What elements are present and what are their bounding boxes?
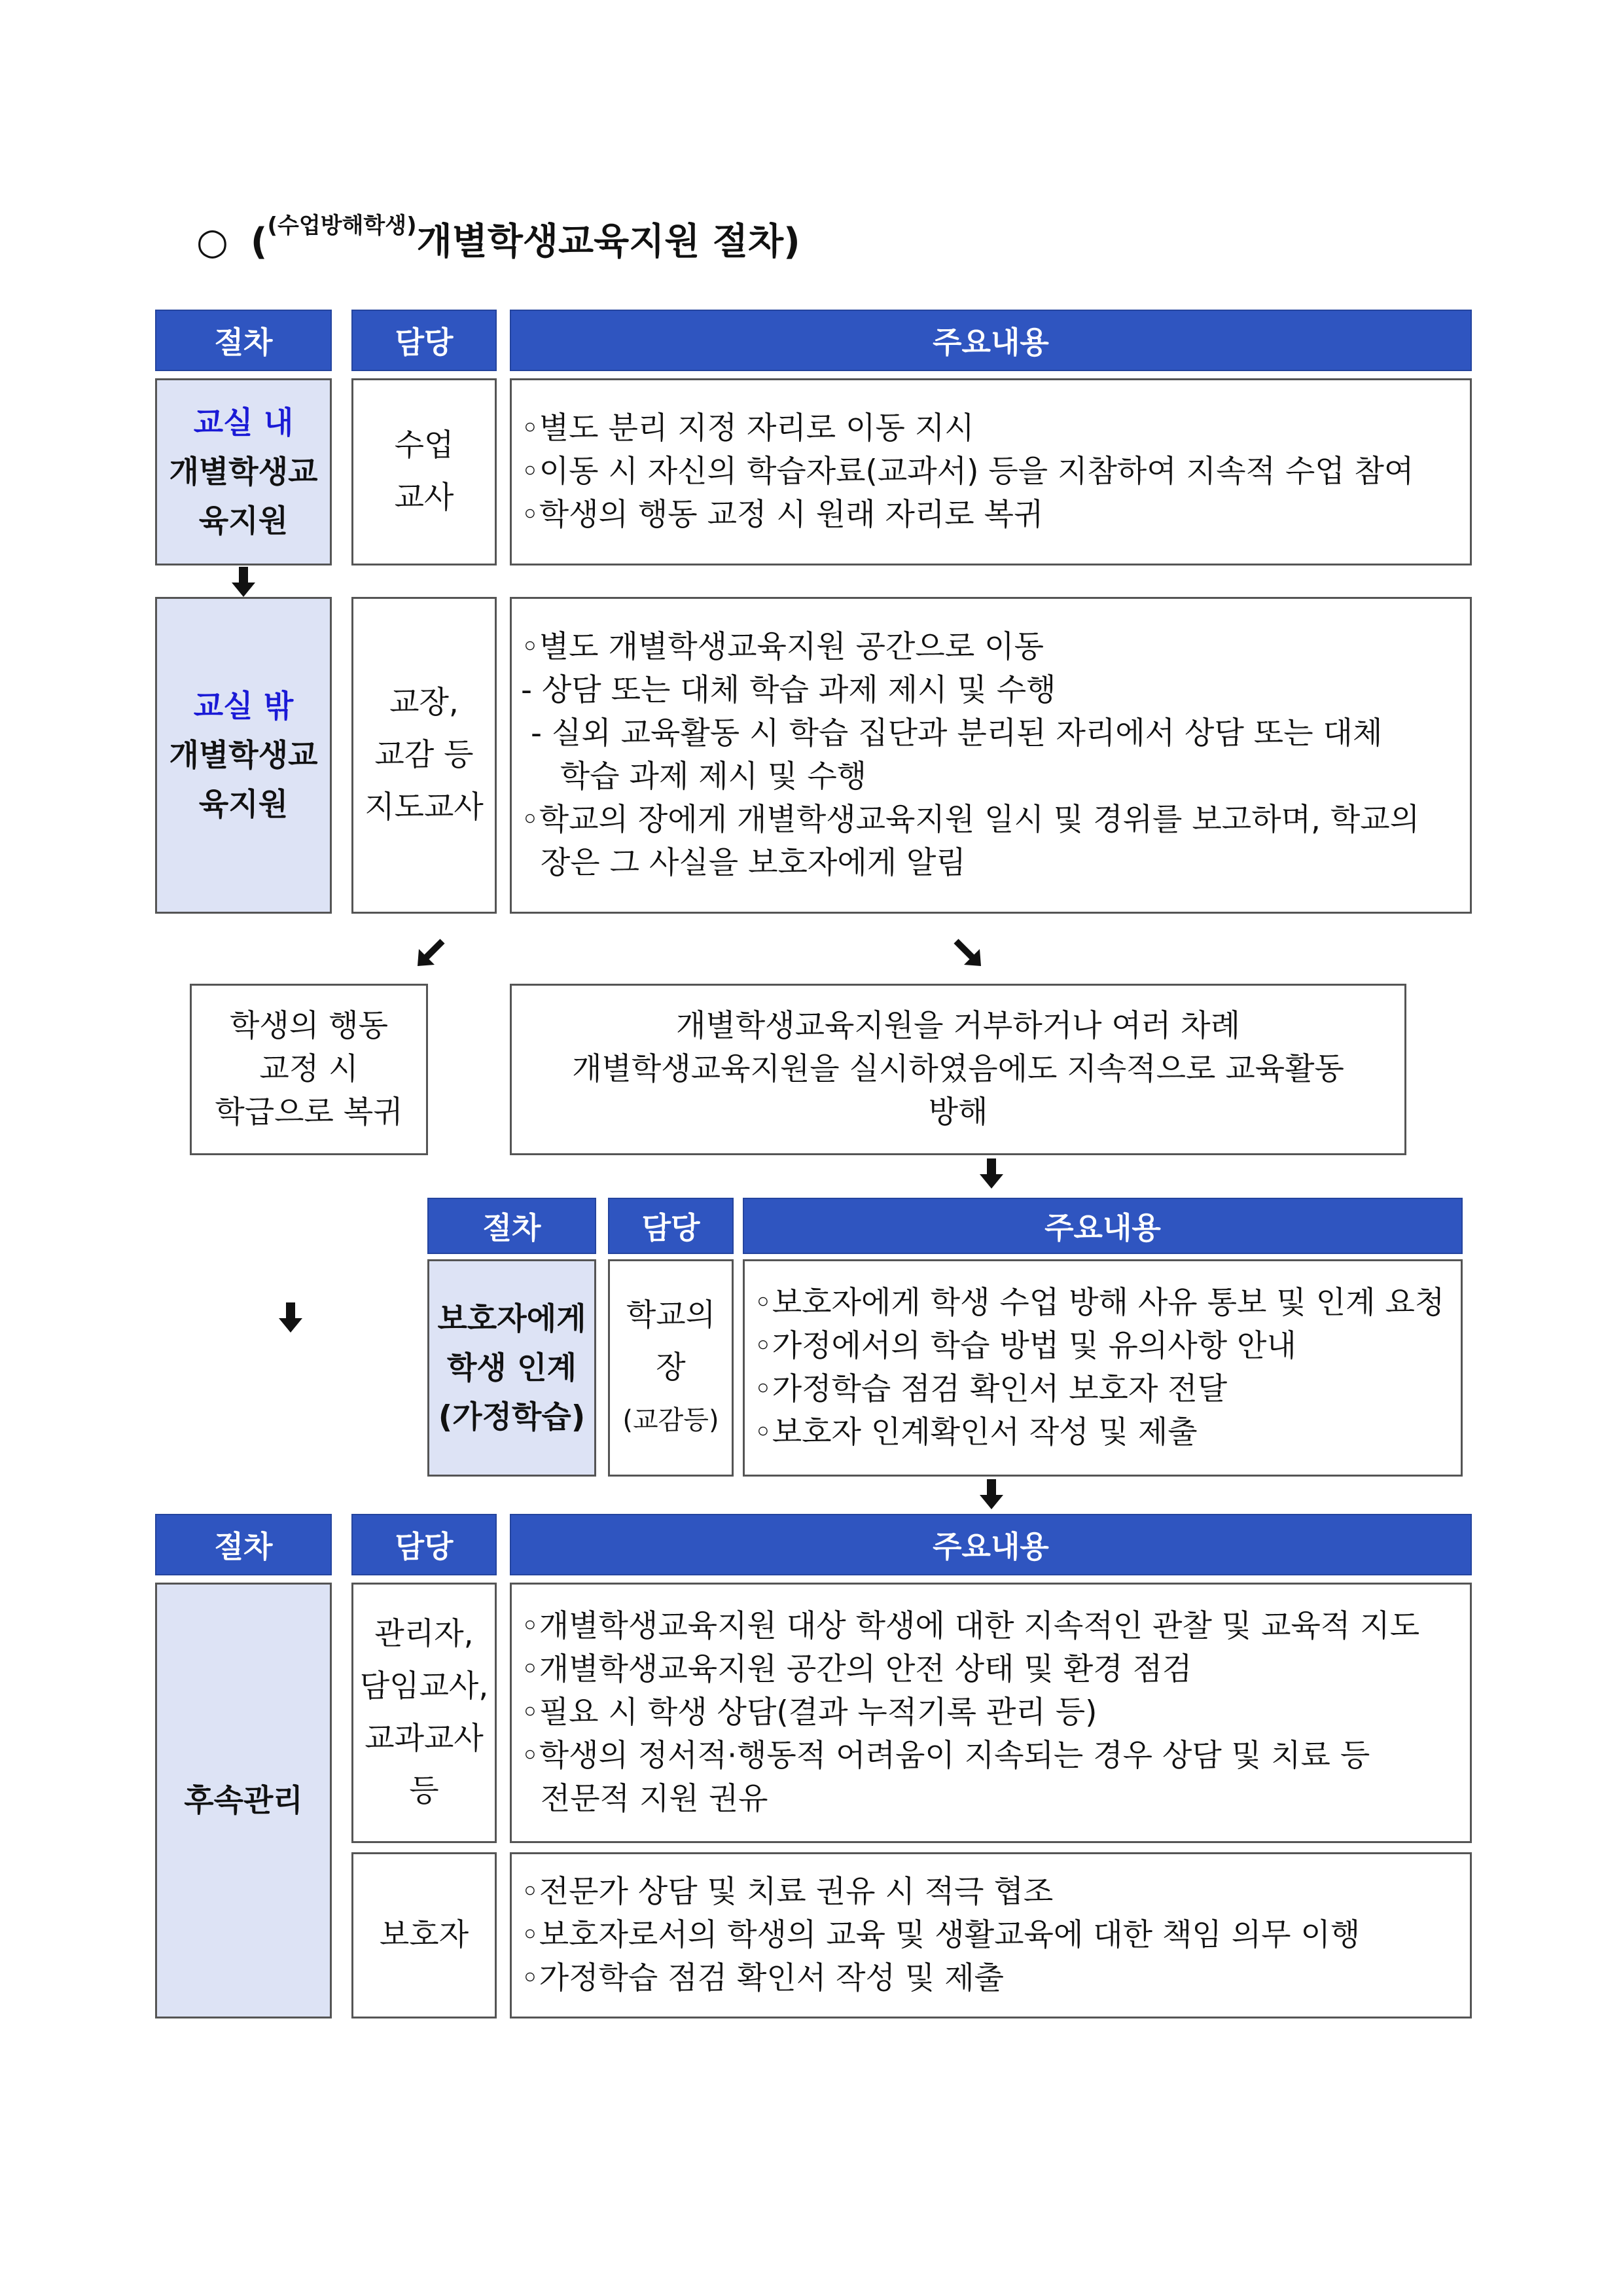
branch-line: 학급으로 복귀 xyxy=(215,1094,403,1130)
content-line: ◦가정학습 점검 확인서 보호자 전달 xyxy=(754,1371,1228,1407)
content-line: 전문적 지원 권유 xyxy=(521,1781,768,1817)
stage-label: (가정학습) xyxy=(438,1399,586,1435)
stage-label: 학생 인계 xyxy=(447,1350,577,1386)
owner-line: 교장, xyxy=(389,685,459,721)
arrow-down-left-icon xyxy=(416,937,446,967)
content-line: ◦보호자로서의 학생의 교육 및 생활교육에 대한 책임 의무 이행 xyxy=(521,1917,1361,1953)
stage-label: 육지원 xyxy=(198,503,289,539)
header-owner: 담당 xyxy=(608,1198,734,1254)
stage-outside-classroom xyxy=(155,597,332,914)
content-cell xyxy=(510,1852,1472,2018)
title-main: 개별학생교육지원 절차) xyxy=(416,221,800,263)
owner-line: 학교의 xyxy=(626,1297,716,1333)
content-cell xyxy=(743,1259,1463,1477)
stage-guardian-handover xyxy=(427,1259,596,1477)
owner-line: 지도교사 xyxy=(365,789,484,825)
stage-label: 개별학생교 xyxy=(169,737,318,774)
content-line: ◦개별학생교육지원 공간의 안전 상태 및 환경 점검 xyxy=(521,1651,1192,1687)
content-cell xyxy=(510,378,1472,565)
stage-label: 보호자에게 xyxy=(437,1300,586,1337)
content-line: 장은 그 사실을 보호자에게 알림 xyxy=(521,845,966,881)
owner-cell xyxy=(351,1583,497,1843)
content-line: ◦전문가 상담 및 치료 권유 시 적극 협조 xyxy=(521,1874,1054,1910)
content-cell xyxy=(510,597,1472,914)
owner-cell xyxy=(351,378,497,565)
arrow-down-icon xyxy=(277,1302,304,1334)
content-line: ◦학교의 장에게 개별학생교육지원 일시 및 경위를 보고하며, 학교의 xyxy=(521,802,1420,838)
branch-return-box xyxy=(190,984,428,1155)
content-line: ◦학생의 정서적·행동적 어려움이 지속되는 경우 상담 및 치료 등 xyxy=(521,1738,1370,1774)
owner-line: 등 xyxy=(409,1773,439,1809)
content-line: ◦가정학습 점검 확인서 작성 및 제출 xyxy=(521,1960,1005,1996)
owner-line: 장 xyxy=(656,1350,686,1386)
title-open-paren: ( xyxy=(250,221,268,263)
stage-label: 육지원 xyxy=(198,786,289,823)
stage-followup xyxy=(155,1583,332,2018)
owner-cell xyxy=(351,1852,497,2018)
owner-line: 교사 xyxy=(394,480,454,516)
content-line: ◦가정에서의 학습 방법 및 유의사항 안내 xyxy=(754,1328,1296,1364)
content-line: ◦보호자에게 학생 수업 방해 사유 통보 및 인계 요청 xyxy=(754,1285,1445,1321)
owner-line: 관리자, xyxy=(374,1616,474,1652)
stage-in-classroom xyxy=(155,378,332,565)
arrow-down-icon xyxy=(978,1479,1005,1511)
header-content: 주요내용 xyxy=(743,1198,1463,1254)
header-owner: 담당 xyxy=(351,310,497,371)
content-line: ◦별도 개별학생교육지원 공간으로 이동 xyxy=(521,629,1044,665)
branch-line: 방해 xyxy=(928,1094,988,1130)
owner-line: 교감 등 xyxy=(374,737,474,773)
content-cell xyxy=(510,1583,1472,1843)
owner-line: 수업 xyxy=(394,427,454,463)
arrow-down-right-icon xyxy=(952,937,982,967)
branch-line: 학생의 행동 xyxy=(230,1008,388,1044)
content-line: ◦개별학생교육지원 대상 학생에 대한 지속적인 관찰 및 교육적 지도 xyxy=(521,1608,1420,1644)
owner-line: 보호자 xyxy=(379,1917,469,1953)
arrow-down-icon xyxy=(978,1158,1005,1190)
content-line: ◦별도 분리 지정 자리로 이동 지시 xyxy=(521,410,974,446)
content-line: ◦이동 시 자신의 학습자료(교과서) 등을 지참하여 지속적 수업 참여 xyxy=(521,454,1414,490)
header-procedure: 절차 xyxy=(155,310,332,371)
arrow-down-icon xyxy=(230,567,257,598)
title-superscript: (수업방해학생) xyxy=(267,213,417,239)
header-procedure: 절차 xyxy=(155,1514,332,1575)
branch-disruption-box xyxy=(510,984,1406,1155)
content-line: - 실외 교육활동 시 학습 집단과 분리된 자리에서 상담 또는 대체 xyxy=(521,715,1383,751)
stage-label: 교실 밖 xyxy=(193,688,294,725)
stage-label: 교실 내 xyxy=(193,404,294,441)
stage-label: 후속관리 xyxy=(184,1782,303,1819)
branch-line: 개별학생교육지원을 거부하거나 여러 차례 xyxy=(675,1008,1241,1044)
header-procedure: 절차 xyxy=(427,1198,596,1254)
content-line: ◦학생의 행동 교정 시 원래 자리로 복귀 xyxy=(521,497,1044,533)
branch-line: 교정 시 xyxy=(259,1051,359,1087)
content-line: ◦보호자 인계확인서 작성 및 제출 xyxy=(754,1414,1198,1450)
title-bullet: ○ xyxy=(196,221,228,263)
owner-cell xyxy=(608,1259,734,1477)
owner-line: 교과교사 xyxy=(365,1721,484,1757)
stage-label: 개별학생교 xyxy=(169,454,318,490)
header-owner: 담당 xyxy=(351,1514,497,1575)
content-line: 학습 과제 제시 및 수행 xyxy=(521,759,867,795)
content-line: - 상담 또는 대체 학습 과제 제시 및 수행 xyxy=(521,672,1056,708)
content-line: ◦필요 시 학생 상담(결과 누적기록 관리 등) xyxy=(521,1695,1097,1731)
header-content: 주요내용 xyxy=(510,1514,1472,1575)
page-title xyxy=(196,213,800,265)
owner-cell xyxy=(351,597,497,914)
owner-line: 담임교사, xyxy=(359,1668,489,1704)
owner-line: (교감등) xyxy=(622,1405,719,1435)
header-content: 주요내용 xyxy=(510,310,1472,371)
branch-line: 개별학생교육지원을 실시하였음에도 지속적으로 교육활동 xyxy=(572,1051,1344,1087)
